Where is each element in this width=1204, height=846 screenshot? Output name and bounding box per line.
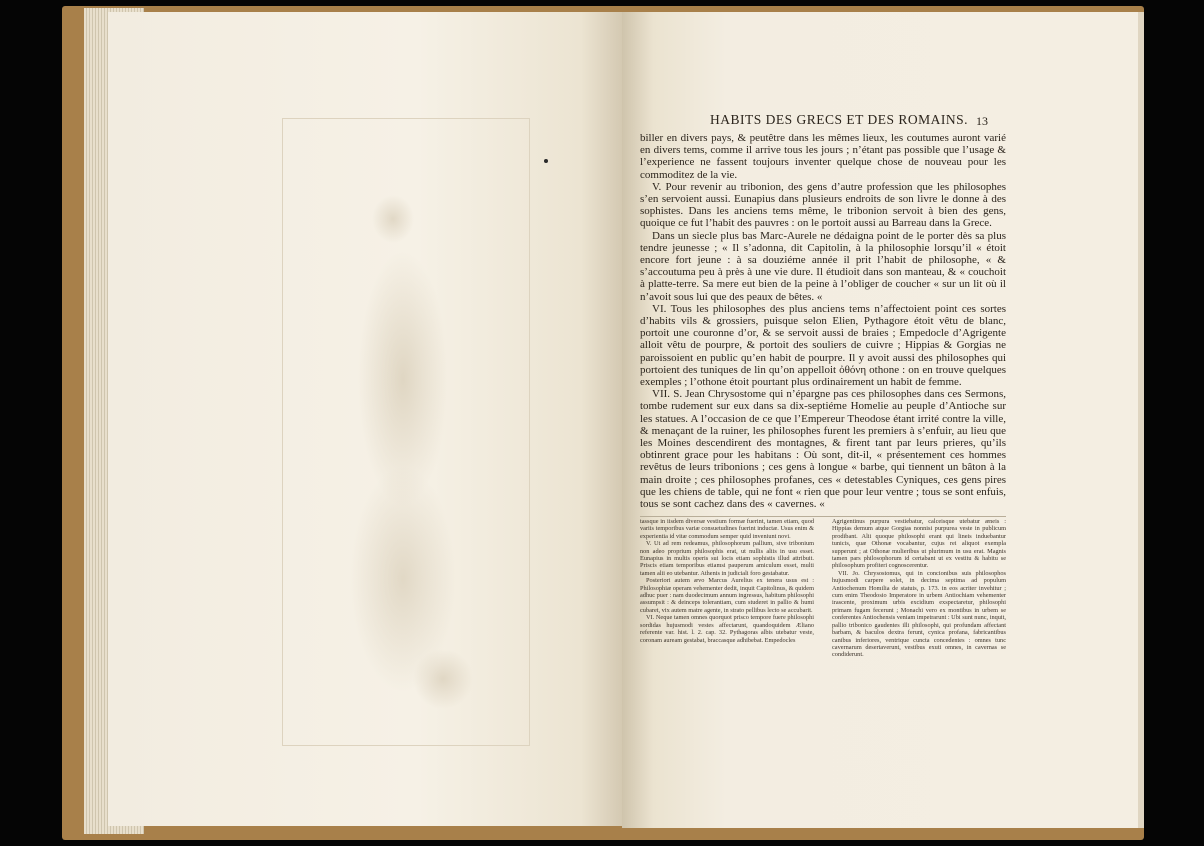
left-page <box>108 12 622 826</box>
plate-impression <box>282 118 530 746</box>
paragraph: VI. Tous les philosophes des plus anciens tems n’affectoient point ces sortes d’habits vils & grossiers, puisque selon Elien, Pythagore étoit vêtu de blanc, portoit une couronne d’or, & se servoit aussi de braies ; Empedocle d’Agrigente alloit vêtu de pourpre, & portoit des souliers de cuivre ; Hippias & Gorgias ne paroissoient en public qu’en habit de pourpre. Il y avoit aussi des philosophes qui portoient des tuniques de lin qu’on appelloit ὀθόνη othone : on en trouve quelques exemples ; l’othone étoit pourtant plus ordinairement un habit de femme. <box>640 302 1006 389</box>
latin-notes-right-column <box>832 518 1006 659</box>
note-paragraph: VI. Neque tamen omnes quorquot prisco tempore fuere philosophi sordidas hujusmodi vestes affectarunt, quandoquidem Æliano referente var. hist. l. 2. cap. 32. Pythagoras albis utebatur veste, coronam auream gestabat, braccasque adhibebat. Empedocles <box>640 614 814 644</box>
note-paragraph: V. Ut ad rem redeamus, philosophorum pallium, sive tribonium non adeo proprium philosophis erat, ut nullis aliis in usu esset. Eunapius in multis operis sui locis etiam sophistis illud attribuit. Priscis etiam temporibus etiamsi pauperum amiculum esset, multi tamen alii eo utebantur. Athenis in judiciali foro gestabatur. <box>640 540 814 577</box>
latin-notes-left-column <box>640 518 814 644</box>
note-paragraph: tassque in iisdem diversæ vestium formæ fuerint, tamen etiam, quod variis temporibus variæ consuetudines fuerint inductæ. Usus enim & experientia id vitæ commodum semper quid inveniunt novi. <box>640 518 814 540</box>
note-paragraph: Posteriori autem ævo Marcus Aurelius ex tenera usus est : Philosophiæ operam vehementer dedit, inquit Capitolinus, & quidem adhuc puer : nam duodecimum annum ingressus, habitum philosophi assumpsit : & deinceps tolerantiam, cum studeret in pallio & humi cubaret, vix autem matre agente, in strato pellibus lecto se accubarit. <box>640 577 814 614</box>
right-page-edge <box>1138 12 1144 828</box>
main-text <box>640 132 1006 510</box>
note-paragraph: VII. Jo. Chrysostomus, qui in concionibus suis philosophos hujusmodi carpere solet, in decima septima ad populum Antiochenum Homilia de statuis, p. 173. in eos acriter invehitur ; cum enim Theodosio Imperatore in urbem Antiochiam vehementer irascente, proximum urbis excidium exspectaretur, philosophi primam fugam fecerunt ; Monachi vero ex montibus in urbem se conferentes Antiochensis veniam impetrarunt : Ubi sunt nunc, inquit, pallio tribonico gaudentes illi philosophi, qui profundam affectant barbam, & baculos dextra ferunt, cynica profana, fabricantibus canibus inferiores, ventrique cuncta concedentes : omnes tunc cavernarum desertaverunt, vestibus exuti omnes, in cavernas se condiderunt. <box>832 569 1006 659</box>
paragraph: VII. S. Jean Chrysostome qui n’épargne pas ces philosophes dans ces Sermons, tombe rudement sur eux dans sa dix-septiéme Homelie au peuple d’Antioche sur les statues. A l’occasion de ce que l’Empereur Theodose étant irrité contre la ville, & menaçant de la ruiner, les philosophes furent les premiers à s’enfuir, au lieu que les Moines descendirent des montagnes, & firent tant par leurs prieres, qu’ils obtinrent grace pour les habitans : Où sont, dit-il, « présentement ces hommes revêtus de leurs tribonions ; ces gens à longue « barbe, qui tiennent un bâton à la main droite ; ces philosophes profanes, ces « detestables Cyniques, ces gens pires que les chiens de table, qui ne font « rien que pour leur ventre ; tous se sont enfuis, tous se sont cachez dans des « cavernes. « <box>640 388 1006 511</box>
running-head: HABITS DES GRECS ET DES ROMAINS. <box>710 112 969 127</box>
paragraph: V. Pour revenir au tribonion, des gens d’autre profession que les philosophes s’en servoient aussi. Eunapius dans plusieurs endroits de son livre le donne à des sophistes. Dans les anciens tems même, le tribonion servoit à bien des gens, quoique ce fut l’habit des pauvres : on le portoit aussi au Barreau dans la Grece. <box>640 180 1006 230</box>
paragraph: Dans un siecle plus bas Marc-Aurele ne dédaigna point de le porter dès sa plus tendre jeunesse ; « Il s’adonna, dit Capitolin, à la philosophie lorsqu’il « étoit encore fort jeune : à sa douziéme année il prit l’habit de philosophe, « & s’accoutuma peu à près à une vie dure. Il étudioit dans son manteau, & « couchoit à platte-terre. Sa mere eut bien de la peine à l’obliger de coucher « sur un lit où il n’avoit sous lui que des peaux de bêtes. « <box>640 229 1006 303</box>
paragraph: biller en divers pays, & peutêtre dans les mêmes lieux, les coutumes auront varié en divers tems, comme il arrive tous les jours ; n’étant pas possible que l’usage & l’experience ne fassent toujours inventer quelque chose de nouveau pour les commoditez de la vie. <box>640 132 1006 181</box>
note-paragraph: Agrigentinus purpura vestiebatur, calceisque utebatur æneis : Hippias demum atque Gorgias nonnisi purpurea veste in publicum prodibant. Alii quoque philosophi erant qui lineis induebantur tunicis, quæ Othonæ vocabantur, cujus rei aliquot exempla supperunt ; at Othonæ mulieribus ut plurimum in usu erat. Magnis tamen pars philosophorum id certabant ut ex vestitu & habitu se philosophum profiteri cognoscerentur. <box>832 518 1006 570</box>
page-number: 13 <box>976 114 988 128</box>
ink-spot <box>544 159 548 163</box>
footnote-rule <box>640 516 1006 517</box>
faded-figure-image <box>323 179 483 719</box>
